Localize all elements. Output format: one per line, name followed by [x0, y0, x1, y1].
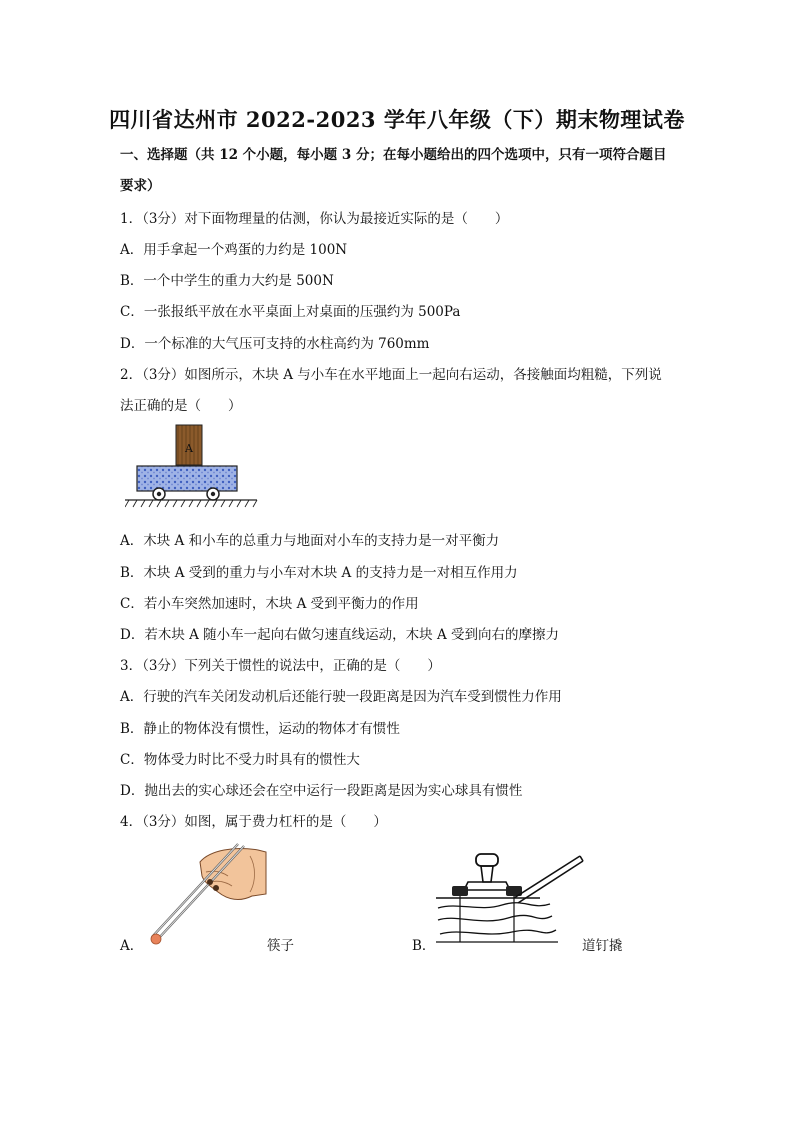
- question-3-option-d: D．抛出去的实心球还会在空中运行一段距离是因为实心球具有惯性: [120, 783, 523, 799]
- food-ball: [151, 934, 161, 944]
- question-3-option-b: B．静止的物体没有惯性，运动的物体才有惯性: [120, 721, 400, 737]
- question-2-stem-line-1: 2．（3分）如图所示，木块 A 与小车在水平地面上一起向右运动，各接触面均粗糙，下列说: [120, 367, 662, 383]
- section-heading: [120, 140, 680, 202]
- question-2-option-b: B．木块 A 受到的重力与小车对木块 A 的支持力是一对相互作用力: [120, 565, 518, 581]
- cart-block-figure: [125, 420, 265, 510]
- question-3-stem: 3．（3分）下列关于惯性的说法中，正确的是（ ）: [120, 658, 441, 674]
- cart-body: [137, 466, 237, 491]
- question-1-option-b: B．一个中学生的重力大约是 500N: [120, 273, 334, 289]
- question-4-choice-b-caption: 道钉撬: [582, 938, 623, 954]
- question-1-option-a: A．用手拿起一个鸡蛋的力约是 100N: [120, 242, 348, 258]
- question-3-option-c: C．物体受力时比不受力时具有的惯性大: [120, 752, 360, 768]
- question-2-option-a: A．木块 A 和小车的总重力与地面对小车的支持力是一对平衡力: [120, 533, 500, 549]
- block-a-label: A: [185, 442, 193, 455]
- question-2-stem-line-2: 法正确的是（ ）: [120, 398, 242, 414]
- section-heading-line-2: 要求）: [120, 178, 161, 194]
- chopsticks-hand-icon: [140, 842, 270, 947]
- section-heading-line-1: 一、选择题（共 12 个小题，每小题 3 分；在每小题给出的四个选项中，只有一项符合题目: [120, 147, 667, 163]
- question-4-stem: 4．（3分）如图，属于费力杠杆的是（ ）: [120, 814, 387, 830]
- question-4-choice-a-letter: A．: [120, 938, 144, 954]
- spike-lever-icon: [432, 850, 587, 950]
- question-2-option-c: C．若小车突然加速时，木块 A 受到平衡力的作用: [120, 596, 419, 612]
- question-4-choice-b-letter: B．: [412, 938, 436, 954]
- question-1-option-c: C．一张报纸平放在水平桌面上对桌面的压强约为 500Pa: [120, 304, 461, 320]
- question-3-option-a: A．行驶的汽车关闭发动机后还能行驶一段距离是因为汽车受到惯性力作用: [120, 689, 562, 705]
- question-4-choice-a-caption: 筷子: [267, 938, 294, 954]
- question-1-stem: 1．（3分）对下面物理量的估测，你认为最接近实际的是（ ）: [120, 211, 509, 227]
- page-title: 四川省达州市 2022-2023 学年八年级（下）期末物理试卷: [109, 107, 685, 132]
- question-2-option-d: D．若木块 A 随小车一起向右做匀速直线运动，木块 A 受到向右的摩擦力: [120, 627, 559, 643]
- question-1-option-d: D．一个标准的大气压可支持的水柱高约为 760mm: [120, 336, 430, 352]
